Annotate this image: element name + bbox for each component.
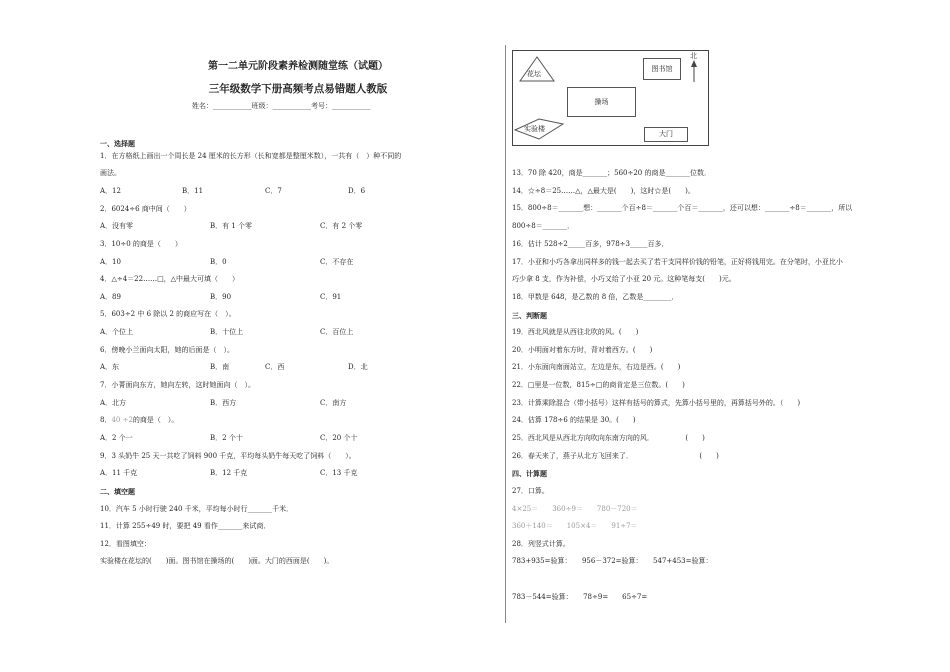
q1-option-b: B．11 <box>182 187 204 195</box>
q3-option-a: A．10 <box>100 258 121 266</box>
question-20: 20．小明面对着东方时，背对着西方。( ) <box>512 346 653 354</box>
question-12-text: 实验楼在花坛的( )面。图书馆在操场的( )面。大门的西面是( )。 <box>100 557 334 565</box>
question-1: 1．在方格纸上画出一个周长是 24 厘米的长方形（长和宽都是整厘米数），一共有（ ）种不同的 <box>100 152 402 160</box>
q8-option-a: A．2 个一 <box>100 434 133 442</box>
section-fill-heading: 二、填空题 <box>100 487 135 496</box>
q1-option-a: A．12 <box>100 187 121 195</box>
q7-option-b: B．西方 <box>210 399 237 407</box>
question-8-expression: 40 ÷2 <box>111 416 133 424</box>
question-2: 2．6024÷6 商中间（ ） <box>100 205 191 213</box>
map-label-playground: 操场 <box>594 98 609 106</box>
question-7: 7．小菁面向东方，她向左转，这时她面向（ ）。 <box>100 381 255 389</box>
map-label-gate: 大门 <box>659 130 673 138</box>
question-26: 26．春天来了，燕子从北方飞回来了． ( ) <box>512 452 719 460</box>
map-label-north: 北 <box>690 52 697 60</box>
q3-option-c: C．不存在 <box>320 258 354 266</box>
map-library-box <box>643 58 681 80</box>
question-27: 27．口算。 <box>512 487 549 495</box>
q3-option-b: B．0 <box>210 258 227 266</box>
question-11: 11．计算 255÷49 时，要把 49 看作_______来试商． <box>100 522 271 530</box>
question-15-cont: 800÷8＝_______． <box>512 222 575 230</box>
question-13: 13．70 除 420，商是_______；560÷20 的商是_______位数． <box>512 169 711 177</box>
q6-option-b: B．南 <box>210 363 230 371</box>
north-arrow-icon <box>691 60 697 67</box>
q9-option-c: C．13 千克 <box>320 469 358 477</box>
q1-option-c: C．7 <box>265 187 282 195</box>
question-4: 4．△÷4＝22……□，△中最大可填（ ） <box>100 275 240 283</box>
q8-option-b: B．2 个十 <box>210 434 243 442</box>
q7-option-a: A．北方 <box>100 399 127 407</box>
q2-option-c: C．有 2 个零 <box>320 222 363 230</box>
q5-option-c: C．百位上 <box>320 328 354 336</box>
question-17: 17．小亚和小巧各拿出同样多的钱一起去买了若干支同样价钱的铅笔，正好将钱用完。在分笔时，小亚比小 <box>512 258 843 266</box>
question-8-text: 的商是（ ）。 <box>132 416 179 424</box>
map-gate-box <box>644 127 688 142</box>
vertical-calc-row-2: 783－544=验算： 78÷9= 65÷7= <box>512 593 648 601</box>
map-label-flower-bed: 花坛 <box>527 70 541 78</box>
vertical-calc-row-1: 783+935=验算： 956－372=验算： 547+453=验算： <box>512 557 713 565</box>
section-choice-heading: 一、选择题 <box>100 139 135 148</box>
question-8-number: 8． <box>100 416 112 424</box>
map-label-lab: 实验楼 <box>524 125 545 133</box>
map-playground-box <box>567 87 636 117</box>
q7-option-c: C．南方 <box>320 399 347 407</box>
question-14: 14．☆÷8＝25……△，△最大是( )，这时☆是( )。 <box>512 187 695 195</box>
question-21: 21．小东面向南面站立，左边是东，右边是西。( ) <box>512 363 681 371</box>
student-info-line: 姓名：___________班级：___________考号：___________ <box>192 102 371 110</box>
question-15: 15．800÷8＝_______想：_______个百÷8＝_______个百＝_______，还可以想：_______÷8＝_______，所以 <box>512 204 853 212</box>
question-18: 18．甲数是 648，是乙数的 8 倍，乙数是________． <box>512 293 679 301</box>
q8-option-c: C．20 个十 <box>320 434 358 442</box>
q9-option-a: A．11 千克 <box>100 469 138 477</box>
q9-option-b: B．12 千克 <box>210 469 248 477</box>
section-calc-heading: 四、计算题 <box>512 469 547 478</box>
q6-option-a: A．东 <box>100 363 120 371</box>
question-28: 28．列竖式计算。 <box>512 540 570 548</box>
q5-option-a: A．个位上 <box>100 328 134 336</box>
question-19: 19．西北风就是从西往北吹的风。( ) <box>512 328 639 336</box>
question-10: 10．汽车 5 小时行驶 240 千米，平均每小时行_______千米． <box>100 505 294 513</box>
question-12: 12．看图填空： <box>100 540 151 548</box>
section-judge-heading: 三、判断题 <box>512 311 547 320</box>
column-divider <box>505 45 506 623</box>
question-9: 9．3 头奶牛 25 天一共吃了饲料 900 千克，平均每头奶牛每天吃了饲料（ ）。 <box>100 452 356 460</box>
map-label-library: 图书馆 <box>651 65 673 73</box>
q4-option-c: C．91 <box>320 293 342 301</box>
question-5: 5．603÷2 中 6 除以 2 的商应写在（ ）。 <box>100 310 236 318</box>
q2-option-a: A．没有零 <box>100 222 134 230</box>
q6-option-c: C．西 <box>265 363 285 371</box>
question-22: 22．□里是一位数，815÷□的商肯定是三位数。( ) <box>512 381 685 389</box>
question-17-cont: 巧少拿 8 支，作为补偿，小巧又给了小亚 20 元。这种笔每支( )元。 <box>512 275 736 283</box>
q5-option-b: B．十位上 <box>210 328 244 336</box>
mental-calc-row-1: 4×25＝ 360÷9＝ 780－720＝ <box>512 505 638 513</box>
question-16: 16．估计 528÷2_____百多，978÷3_____百多． <box>512 240 669 248</box>
mental-calc-row-2: 360＋140＝ 105×4＝ 91÷7＝ <box>512 522 638 530</box>
question-23: 23．计算乘除混合（带小括号）这样有括号的算式，先算小括号里的，再算括号外的。（ ) <box>512 399 801 407</box>
school-map <box>512 50 709 146</box>
question-8 <box>100 416 178 425</box>
q4-option-a: A．89 <box>100 293 121 301</box>
question-3: 3．10÷0 的商是（ ） <box>100 240 182 248</box>
question-25: 25．西北风是从西北方向吹向东南方向的风． ( ) <box>512 434 705 442</box>
question-6: 6．傍晚小兰面向太阳，她的后面是（ ）。 <box>100 346 234 354</box>
q4-option-b: B．90 <box>210 293 232 301</box>
worksheet-title: 第一二单元阶段素养检测随堂练（试题） <box>208 61 388 72</box>
q6-option-d: D．北 <box>348 363 368 371</box>
question-24: 24．估算 178÷6 的结果是 30。( ) <box>512 416 636 424</box>
q2-option-b: B．有 1 个零 <box>210 222 253 230</box>
q1-option-d: D．6 <box>348 187 366 195</box>
question-1-cont: 画法。 <box>100 169 121 177</box>
worksheet-subtitle: 三年级数学下册高频考点易错题人教版 <box>208 83 388 95</box>
